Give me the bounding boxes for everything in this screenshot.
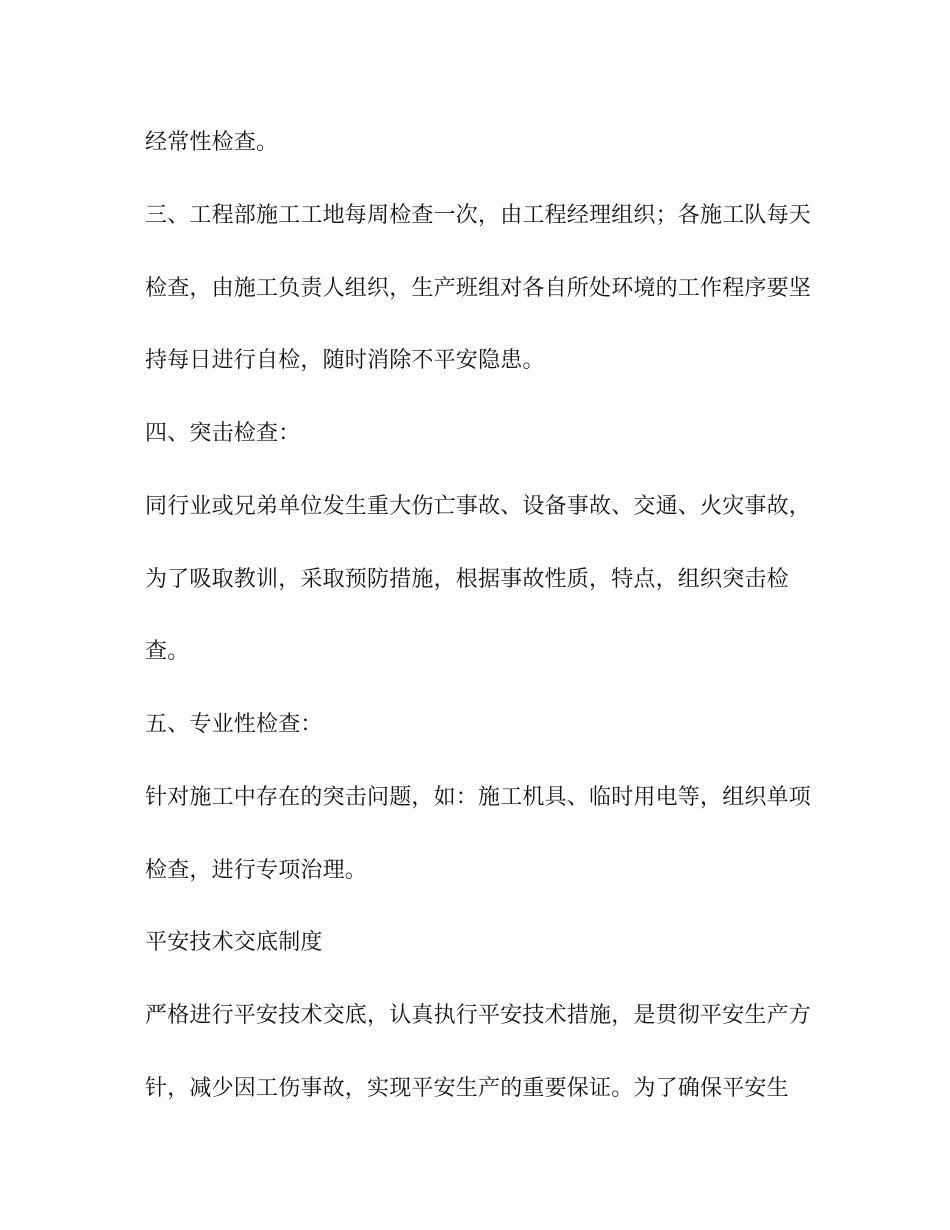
text-line: 查。 (145, 639, 190, 664)
section-heading: 四、突击检查： (145, 421, 301, 446)
text-line: 针，减少因工伤事故，实现平安生产的重要保证。为了确保平安生 (145, 1076, 789, 1101)
text-line: 严格进行平安技术交底，认真执行平安技术措施，是贯彻平安生产方 (145, 1003, 812, 1028)
text-line: 检查，进行专项治理。 (145, 858, 368, 883)
section-title: 平安技术交底制度 (145, 930, 323, 955)
text-line: 三、工程部施工工地每周检查一次，由工程经理组织；各施工队每天 (145, 203, 812, 228)
text-line: 针对施工中存在的突击问题，如：施工机具、临时用电等，组织单项 (145, 785, 812, 810)
text-line: 为了吸取教训，采取预防措施，根据事故性质，特点，组织突击检 (145, 567, 789, 592)
text-line: 同行业或兄弟单位发生重大伤亡事故、设备事故、交通、火灾事故， (145, 494, 812, 519)
text-line: 检查，由施工负责人组织，生产班组对各自所处环境的工作程序要坚 (145, 276, 812, 301)
text-line: 经常性检查。 (145, 130, 279, 155)
section-heading: 五、专业性检查： (145, 712, 323, 737)
text-line: 持每日进行自检，随时消除不平安隐患。 (145, 348, 545, 373)
